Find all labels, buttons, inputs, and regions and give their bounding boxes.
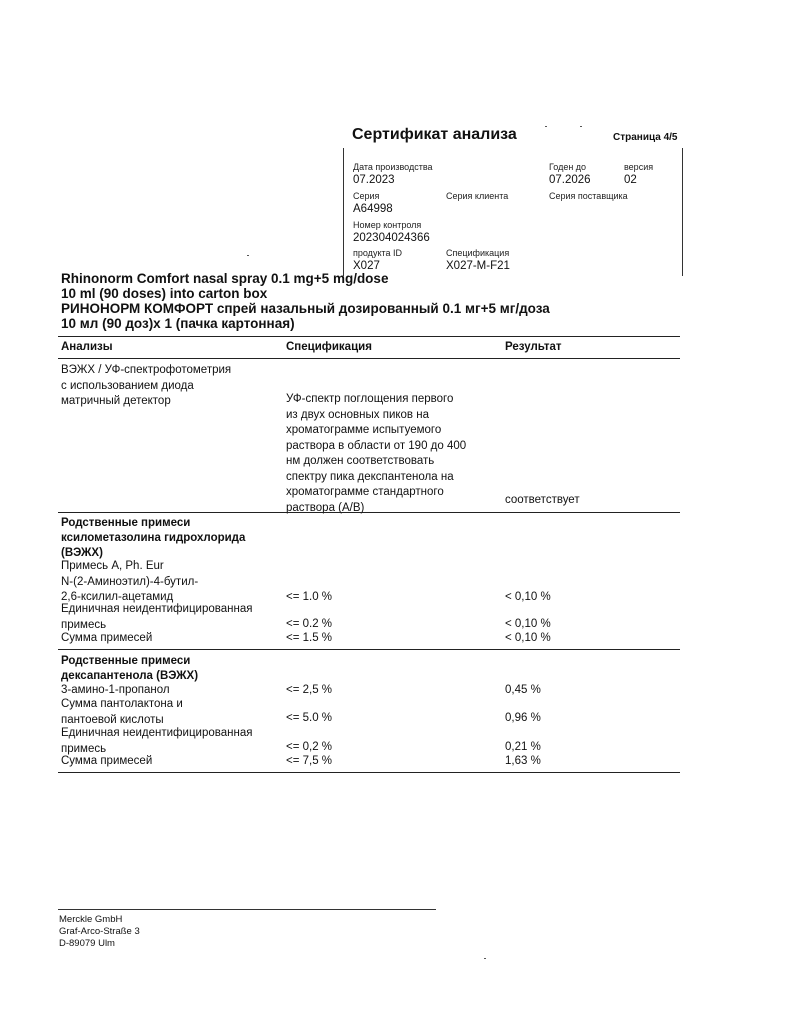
scan-speck <box>484 958 486 959</box>
section1-row1-analysis: Примесь A, Ph. Eur N-(2-Аминоэтил)-4-бутил- 2,6-ксилил-ацетамид <box>61 560 199 603</box>
section2-row4-analysis: Сумма примесей <box>61 755 153 767</box>
product-id-label: продукта ID <box>353 248 403 258</box>
control-no-value: 202304024366 <box>353 232 430 244</box>
section2-row1-analysis: 3-амино-1-пропанол <box>61 684 170 696</box>
spec-value: X027-M-F21 <box>446 260 510 272</box>
section2-row4-result: 1,63 % <box>505 755 541 767</box>
section2-row2-result: 0,96 % <box>505 712 541 724</box>
scan-speck <box>247 255 249 256</box>
production-date-label: Дата производства <box>353 162 433 172</box>
footer-rule <box>58 909 436 910</box>
section2-row1-spec: <= 2,5 % <box>286 684 333 696</box>
section1-row3-analysis: Сумма примесей <box>61 632 153 644</box>
product-pack-en: 10 ml (90 doses) into carton box <box>61 286 268 301</box>
footer-address <box>59 914 140 950</box>
identity-result: соответствует <box>505 494 580 506</box>
section2-row3-spec: <= 0,2 % <box>286 741 333 753</box>
expiry-label: Годен до <box>549 162 587 172</box>
product-name-en: Rhinonorm Comfort nasal spray 0.1 mg+5 mg/dose <box>61 271 389 286</box>
client-batch-label: Серия клиента <box>446 191 509 201</box>
section2-row4-spec: <= 7,5 % <box>286 755 333 767</box>
footer-street: Graf-Arco-Straße 3 <box>59 926 140 937</box>
section1-row1-result: < 0,10 % <box>505 591 551 603</box>
batch-value: A64998 <box>353 203 393 215</box>
table-top-rule <box>58 336 680 337</box>
section2-row1-result: 0,45 % <box>505 684 541 696</box>
section1-row1-spec: <= 1.0 % <box>286 591 333 603</box>
supplier-batch-label: Серия поставщика <box>549 191 628 201</box>
certificate-title: Сертификат анализа <box>352 126 517 143</box>
product-pack-ru: 10 мл (90 доз)х 1 (пачка картонная) <box>61 316 295 331</box>
section2-title: Родственные примеси дексапантенола (ВЭЖХ) <box>61 655 199 682</box>
section1-row2-analysis: Единичная неидентифицированная примесь <box>61 603 253 631</box>
section1-row3-result: < 0,10 % <box>505 632 551 644</box>
section2-row2-spec: <= 5.0 % <box>286 712 333 724</box>
table-header-rule <box>58 358 680 359</box>
section-rule-1 <box>58 512 680 513</box>
version-label: версия <box>624 162 654 172</box>
section2-row3-analysis: Единичная неидентифицированная примесь <box>61 727 253 755</box>
column-header-result: Результат <box>505 341 562 353</box>
product-name-ru: РИНОНОРМ КОМФОРТ спрей назальный дозированный 0.1 мг+5 мг/доза <box>61 301 550 316</box>
section1-row2-result: < 0,10 % <box>505 618 551 630</box>
section2-row3-result: 0,21 % <box>505 741 541 753</box>
identity-analysis: ВЭЖХ / УФ-спектрофотометрия с использованием диода матричный детектор <box>61 364 232 407</box>
section1-row3-spec: <= 1.5 % <box>286 632 333 644</box>
version-value: 02 <box>624 174 637 186</box>
scan-speck <box>545 126 547 127</box>
footer-company: Merckle GmbH <box>59 914 123 925</box>
scan-speck <box>580 126 582 127</box>
column-header-analysis: Анализы <box>61 341 113 353</box>
section1-title: Родственные примеси ксилометазолина гидрохлорида (ВЭЖХ) <box>61 517 246 559</box>
production-date-value: 07.2023 <box>353 174 395 186</box>
section2-row2-analysis: Сумма пантолактона и пантоевой кислоты <box>61 698 183 726</box>
expiry-value: 07.2026 <box>549 174 591 186</box>
footer-city: D-89079 Ulm <box>59 938 115 949</box>
table-bottom-rule <box>58 772 680 773</box>
spec-label: Спецификация <box>446 248 510 258</box>
page-number: Страница 4/5 <box>613 132 678 143</box>
product-id-value: X027 <box>353 260 380 272</box>
column-header-specification: Спецификация <box>286 341 372 353</box>
control-no-label: Номер контроля <box>353 220 422 230</box>
batch-label: Серия <box>353 191 380 201</box>
identity-specification: УФ-спектр поглощения первого из двух основных пиков на хроматограмме испытуемого раствора в области от 190 до 400 нм должен соответствовать спектру пика декспантенола на хроматограмме стандартного раствора (A/B) <box>286 393 467 514</box>
section-rule-2 <box>58 649 680 650</box>
section1-row2-spec: <= 0.2 % <box>286 618 333 630</box>
